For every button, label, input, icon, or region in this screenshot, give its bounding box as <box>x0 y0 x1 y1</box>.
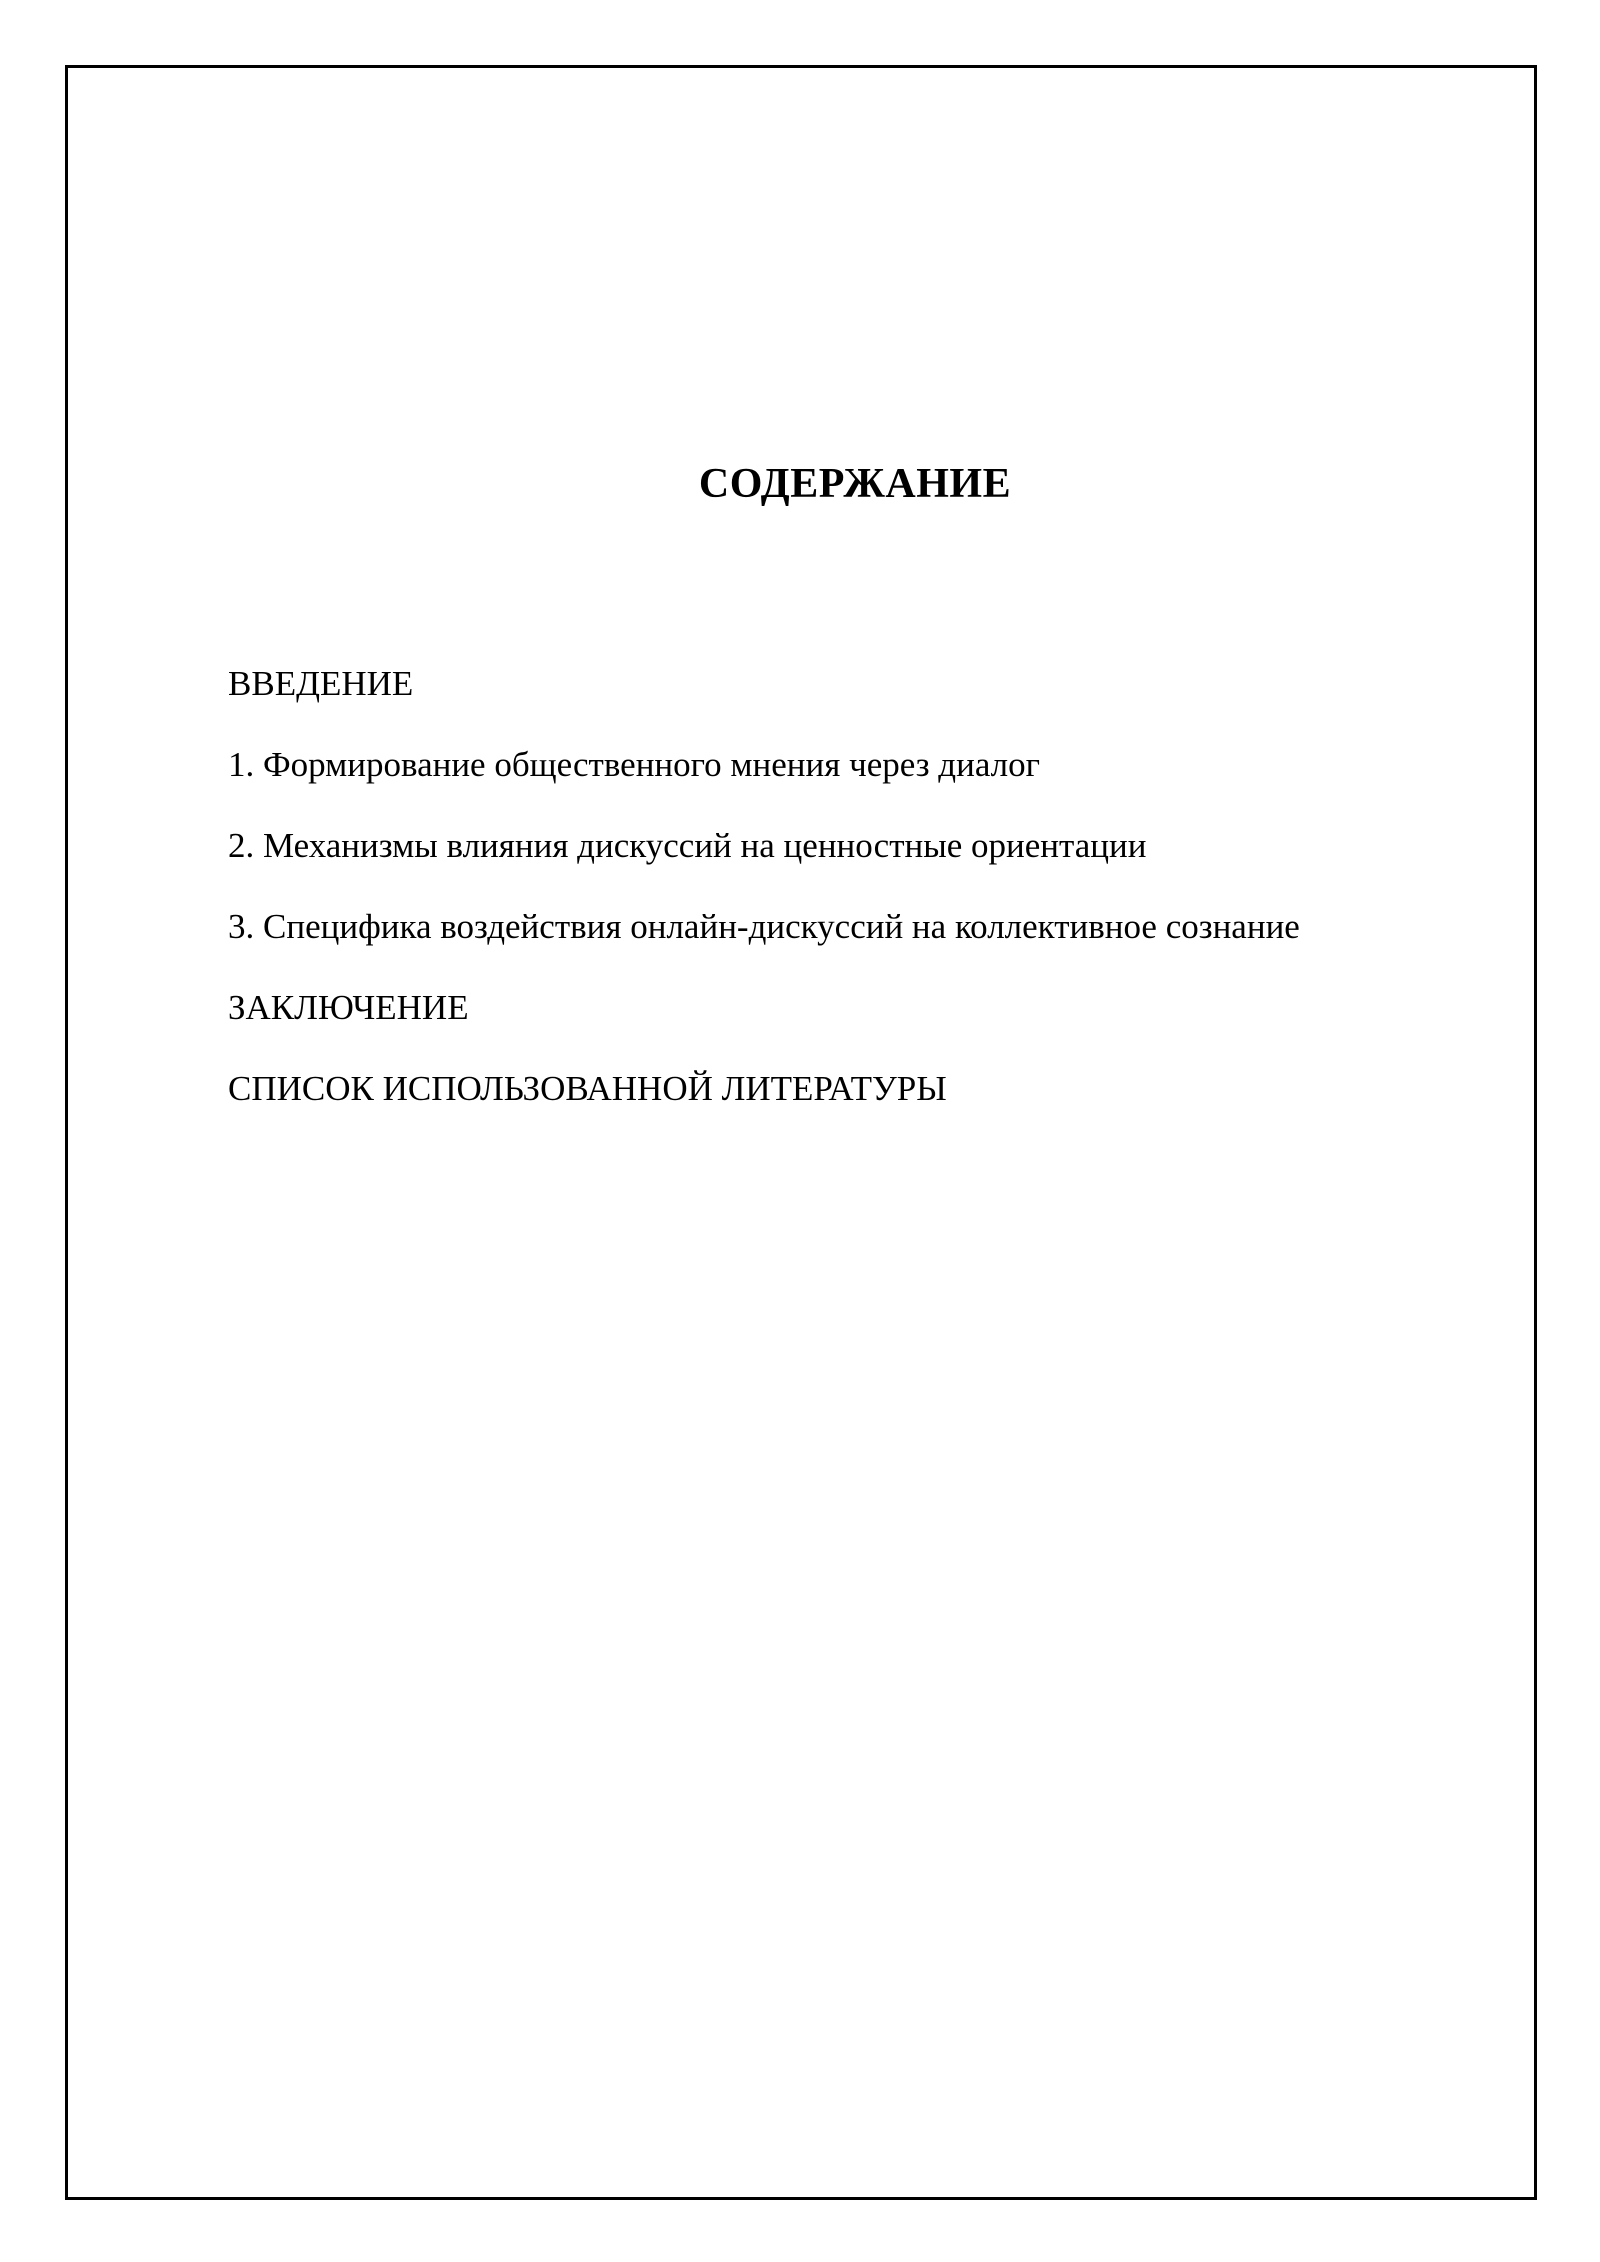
table-of-contents-list <box>228 643 1300 1129</box>
toc-item-chapter-2: 2. Механизмы влияния дискуссий на ценностные ориентации <box>228 826 1147 865</box>
toc-item-chapter-3: 3. Специфика воздействия онлайн-дискуссий на коллективное сознание <box>228 907 1300 946</box>
toc-item-introduction: ВВЕДЕНИЕ <box>228 664 414 703</box>
toc-item-conclusion: ЗАКЛЮЧЕНИЕ <box>228 988 469 1027</box>
toc-item-bibliography: СПИСОК ИСПОЛЬЗОВАННОЙ ЛИТЕРАТУРЫ <box>228 1069 947 1108</box>
toc-item-chapter-1: 1. Формирование общественного мнения через диалог <box>228 745 1040 784</box>
page-border-frame <box>65 65 1537 2200</box>
table-of-contents-title: СОДЕРЖАНИЕ <box>698 461 1012 507</box>
